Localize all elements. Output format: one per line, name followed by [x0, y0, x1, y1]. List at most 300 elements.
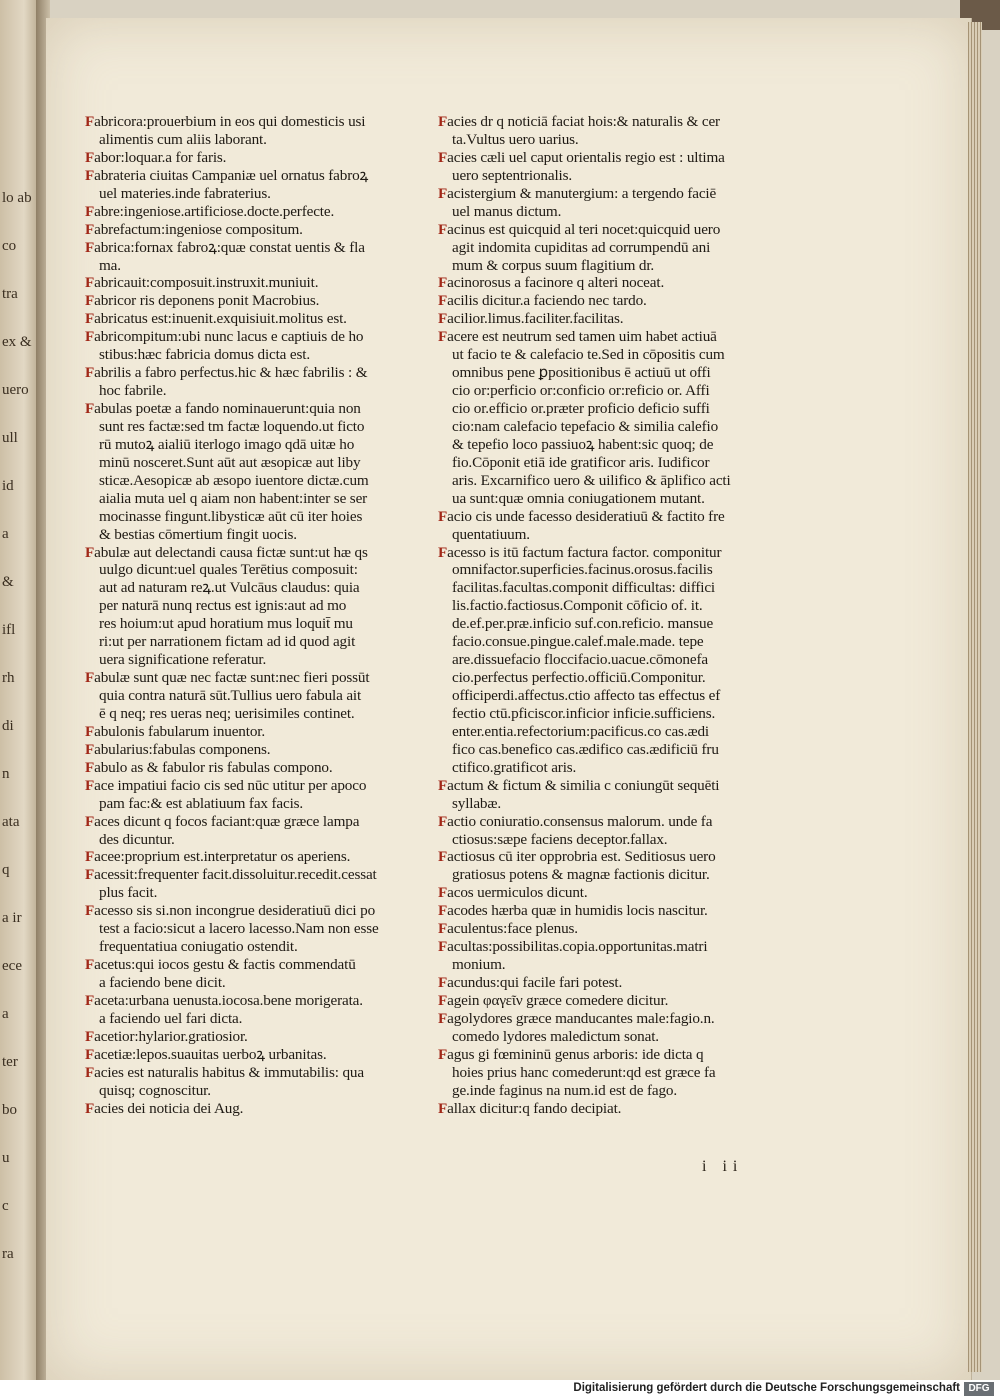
rubricated-initial: F [438, 507, 448, 525]
previous-page-fragment: lo ab [2, 190, 32, 206]
rubricated-initial: F [438, 184, 448, 202]
line-text: acistergium & manutergium: a tergendo faciē [447, 184, 717, 202]
right-column-line [438, 328, 773, 346]
rubricated-initial: F [438, 274, 448, 292]
rubricated-initial: F [85, 310, 95, 328]
right-text-column [438, 113, 773, 1118]
rubricated-initial: F [85, 113, 95, 130]
rubricated-initial: F [85, 669, 95, 687]
line-text: abricompitum:ubi nunc lacus e captiuis de ho [94, 328, 364, 346]
signature-mark: i ii [702, 1158, 744, 1175]
previous-page-fragment: rh [2, 670, 15, 686]
left-column-line [85, 346, 415, 364]
right-column-line [438, 436, 773, 454]
rubricated-initial: F [438, 776, 448, 794]
previous-page-text-fragments [2, 0, 36, 1380]
rubricated-initial: F [85, 1027, 95, 1045]
line-text: per naturā nunq rectus est ignis:aut ad mo [99, 597, 347, 615]
line-text: abricatus est:inuenit.exquisiuit.molitus est. [94, 310, 347, 328]
line-text: uero septentrionalis. [452, 166, 573, 184]
rubricated-initial: F [438, 220, 448, 238]
previous-page-fragment: a ir [2, 910, 22, 926]
line-text: actio coniuratio.consensus malorum. unde fa [447, 812, 713, 830]
previous-page-fragment: n [2, 766, 10, 782]
previous-page-fragment: di [2, 718, 14, 734]
line-text: ua sunt:quæ omnia coniugationem mutant. [452, 489, 705, 507]
line-text: uel manus dictum. [452, 202, 562, 220]
left-column-line [85, 902, 415, 920]
left-column-line [85, 723, 415, 741]
rubricated-initial: F [438, 812, 448, 830]
line-text: acessit:frequenter facit.dissoluitur.recedit.cessat [94, 866, 377, 884]
left-column-line [85, 364, 415, 382]
right-column-line [438, 544, 773, 562]
left-column-line [85, 633, 415, 651]
right-column-line [438, 167, 773, 185]
line-text: ctifico.gratificot aris. [452, 758, 577, 776]
previous-page-fragment: ifl [2, 622, 16, 638]
left-column-line [85, 239, 415, 257]
line-text: cio:nam calefacio tepefacio & similia calefio [452, 417, 719, 435]
line-text: fectio ctū.pficiscor.inficior inficie.sufficiens. [452, 704, 716, 722]
right-column-line [438, 239, 773, 257]
line-text: uel materies.inde fabraterius. [99, 184, 271, 202]
rubricated-initial: F [438, 884, 448, 902]
left-column-line [85, 167, 415, 185]
right-column-line [438, 1010, 773, 1028]
line-text: ctiosus:sæpe faciens deceptor.fallax. [452, 830, 668, 848]
rubricated-initial: F [85, 202, 95, 220]
right-column-line [438, 382, 773, 400]
right-column-line [438, 777, 773, 795]
right-column-line [438, 956, 773, 974]
right-column-line [438, 795, 773, 813]
right-column-line [438, 346, 773, 364]
rubricated-initial: F [438, 938, 448, 956]
left-column-line [85, 113, 415, 131]
funding-credit: Digitalisierung gefördert durch die Deutsche Forschungsgemeinschaft [573, 1382, 960, 1394]
previous-page-fragment: c [2, 1198, 9, 1214]
line-text: abrateria ciuitas Campaniæ uel ornatus fabroꝝ [94, 166, 369, 184]
rubricated-initial: F [438, 920, 448, 938]
right-column-line [438, 687, 773, 705]
line-text: & bestias cōmertium fingit uocis. [99, 525, 297, 543]
line-text: pam fac:& est ablatiuum fax facis. [99, 794, 304, 812]
footer-bar [0, 1380, 1000, 1399]
line-text: actum & fictum & similia c coniungūt sequēti [447, 776, 720, 794]
line-text: abulo as & fabulor ris fabulas compono. [94, 758, 333, 776]
line-text: ge.inde faginus na num.id est de fago. [452, 1081, 678, 1099]
previous-page-fragment: u [2, 1150, 10, 1166]
line-text: mum & corpus suum flagitium dr. [452, 256, 655, 274]
left-column-line [85, 257, 415, 275]
line-text: plus facit. [99, 884, 158, 902]
previous-page-fragment: ter [2, 1054, 18, 1070]
right-column-line [438, 526, 773, 544]
rubricated-initial: F [438, 1045, 448, 1063]
rubricated-initial: F [438, 310, 448, 328]
line-text: test a facio:sicut a lacero lacesso.Nam non esse [99, 920, 379, 938]
right-column-line [438, 813, 773, 831]
left-column-line [85, 669, 415, 687]
right-column-line [438, 723, 773, 741]
left-column-line [85, 328, 415, 346]
right-column-line [438, 508, 773, 526]
line-text: cio or.efficio or.præter proficio deficio suffi [452, 400, 710, 417]
right-column-line [438, 131, 773, 149]
right-column-line [438, 292, 773, 310]
rubricated-initial: F [85, 1045, 95, 1063]
line-text: acies est naturalis habitus & immutabilis: qua [94, 1063, 364, 1081]
rubricated-initial: F [85, 364, 95, 382]
right-column-line [438, 490, 773, 508]
left-column-line [85, 274, 415, 292]
line-text: uera significatione referatur. [99, 651, 267, 669]
line-text: abulæ aut delectandi causa fictæ sunt:ut hæ qs [94, 543, 368, 561]
line-text: acundus:qui facile fari potest. [447, 974, 623, 991]
line-text: omnibus pene ꝑpositionibus ē actiuū ut offi [452, 364, 711, 382]
previous-page-fragment: uero [2, 382, 29, 398]
rubricated-initial: F [85, 148, 95, 166]
line-text: syllabæ. [452, 794, 502, 812]
rubricated-initial: F [85, 220, 95, 238]
line-text: ta.Vultus uero uarius. [452, 130, 579, 148]
left-column-line [85, 974, 415, 992]
rubricated-initial: F [438, 902, 448, 920]
left-column-line [85, 597, 415, 615]
line-text: acinorosus a facinore q alteri noceat. [447, 274, 665, 292]
line-text: abre:ingeniose.artificiose.docte.perfecte. [94, 202, 335, 220]
previous-page-fragment: q [2, 862, 10, 878]
rubricated-initial: F [85, 238, 95, 256]
right-column-line [438, 1100, 773, 1118]
left-column-line [85, 131, 415, 149]
right-column-line [438, 902, 773, 920]
rubricated-initial: F [438, 974, 448, 991]
rubricated-initial: F [438, 113, 448, 130]
left-column-line [85, 526, 415, 544]
right-column-line [438, 1046, 773, 1064]
right-column-line [438, 669, 773, 687]
right-column-line [438, 1064, 773, 1082]
line-text: aialia muta uel q aiam non habent:inter se ser [99, 489, 368, 507]
rubricated-initial: F [438, 848, 448, 866]
line-text: officiperdi.affectus.ctio affecto tas effectus ef [452, 687, 721, 704]
left-column-line [85, 292, 415, 310]
line-text: sticæ.Aesopicæ ab æsopo iuentore dictæ.cum [99, 471, 369, 489]
previous-page-fragment: co [2, 238, 17, 254]
right-column-line [438, 274, 773, 292]
line-text: abricor ris deponens ponit Macrobius. [94, 292, 320, 310]
previous-page-fragment: tra [2, 286, 18, 302]
left-column-line [85, 1082, 415, 1100]
left-column-line [85, 544, 415, 562]
rubricated-initial: F [85, 1063, 95, 1081]
line-text: hoc fabrile. [99, 382, 167, 400]
line-text: abricora:prouerbium in eos qui domesticis usi [94, 113, 366, 130]
previous-page-fragment: ex & [2, 334, 32, 350]
left-column-line [85, 938, 415, 956]
line-text: abulas poetæ a fando nominauerunt:quia non [94, 400, 361, 417]
line-text: minū nosceret.Sunt aūt aut æsopicæ aut liby [99, 453, 361, 471]
line-text: abulæ sunt quæ nec factæ sunt:nec fieri possūt [94, 669, 370, 687]
left-column-line [85, 813, 415, 831]
right-column-line [438, 597, 773, 615]
line-text: are.dissuefacio floccifacio.uacue.cōmonefa [452, 651, 708, 669]
right-column-line [438, 705, 773, 723]
line-text: acere est neutrum sed tamen uim habet actiuā [447, 328, 717, 346]
left-column-line [85, 579, 415, 597]
previous-page-fragment: bo [2, 1102, 17, 1118]
left-column-line [85, 490, 415, 508]
rubricated-initial: F [85, 166, 95, 184]
left-column-line [85, 884, 415, 902]
previous-page-fragment: a [2, 526, 9, 542]
line-text: uulgo dicunt:uel quales Terētius composuit: [99, 561, 358, 579]
rubricated-initial: F [85, 812, 95, 830]
right-column-line [438, 633, 773, 651]
line-text: cio or:perficio or:conficio or:reficio or. Affi [452, 382, 710, 400]
right-column-line [438, 149, 773, 167]
previous-page-fragment: ra [2, 1246, 14, 1262]
rubricated-initial: F [438, 1099, 448, 1117]
line-text: aceta:urbana uenusta.iocosa.bene morigerata. [94, 991, 363, 1009]
line-text: aris. Excarnifico uero & uilifico & āplifico acti [452, 471, 731, 489]
line-text: a faciendo bene dicit. [99, 974, 226, 991]
line-text: acesso sis si.non incongrue desideratiuū dici po [94, 902, 376, 920]
left-column-line [85, 795, 415, 813]
line-text: fio.Cōponit etiā ide gratificor aris. Iudificor [452, 453, 710, 471]
right-column-line [438, 920, 773, 938]
line-text: abor:loquar.a for faris. [94, 148, 227, 166]
rubricated-initial: F [85, 328, 95, 346]
line-text: facio.consue.pingue.calef.male.made. tepe [452, 633, 704, 651]
line-text: monium. [452, 956, 506, 974]
rubricated-initial: F [438, 991, 448, 1009]
right-column-line [438, 831, 773, 849]
line-text: facilitas.facultas.componit difficultas: diffici [452, 579, 716, 597]
rubricated-initial: F [85, 400, 95, 417]
rubricated-initial: F [85, 991, 95, 1009]
line-text: acetiæ:lepos.suauitas uerboꝝ urbanitas. [94, 1045, 327, 1063]
line-text: acilior.limus.faciliter.facilitas. [447, 310, 624, 328]
line-text: acos uermiculos dicunt. [447, 884, 588, 902]
line-text: acultas:possibilitas.copia.opportunitas.matri [447, 938, 708, 956]
previous-page-fragment: ull [2, 430, 18, 446]
line-text: aces dicunt q focos faciant:quæ græce lampa [94, 812, 360, 830]
line-text: aculentus:face plenus. [447, 920, 578, 938]
rubricated-initial: F [438, 148, 448, 166]
left-column-line [85, 436, 415, 454]
line-text: ri:ut per narrationem fictam ad id quod agit [99, 633, 356, 651]
line-text: aut ad naturam reꝝ.ut Vulcāus claudus: quia [99, 579, 360, 597]
left-column-line [85, 203, 415, 221]
left-column-line [85, 1010, 415, 1028]
right-column-line [438, 615, 773, 633]
left-column-line [85, 777, 415, 795]
rubricated-initial: F [438, 543, 448, 561]
left-column-line [85, 831, 415, 849]
line-text: acee:proprium est.interpretatur os aperiens. [94, 848, 351, 866]
right-column-line [438, 400, 773, 418]
right-column-line [438, 185, 773, 203]
previous-page-fragment: ece [2, 958, 22, 974]
rubricated-initial: F [85, 292, 95, 310]
line-text: quisq; cognoscitur. [99, 1081, 211, 1099]
line-text: agus gi fœmininū genus arboris: ide dicta q [447, 1045, 704, 1063]
right-column-line [438, 974, 773, 992]
right-column-line [438, 866, 773, 884]
right-column-line [438, 221, 773, 239]
line-text: cio.perfectus perfectio.officiū.Componitur. [452, 669, 706, 687]
left-column-line [85, 759, 415, 777]
line-text: enter.entia.refectorium:pacificus.co cas.ædi [452, 722, 709, 740]
dfg-logo: DFG [964, 1382, 994, 1396]
right-column-line [438, 310, 773, 328]
line-text: sunt res factæ:sed tm factæ loquendo.ut ficto [99, 417, 365, 435]
left-column-line [85, 848, 415, 866]
line-text: comedo lydores maledictum sonat. [452, 1027, 659, 1045]
line-text: acies dr q noticiā faciat hois:& naturalis & cer [447, 113, 720, 130]
right-column-line [438, 418, 773, 436]
left-column-line [85, 687, 415, 705]
line-text: alimentis cum aliis laborant. [99, 130, 267, 148]
line-text: ace impatiui facio cis sed nūc utitur per apoco [94, 776, 367, 794]
line-text: & tepefio loco passiuoꝝ habent:sic quoq; de [452, 435, 714, 453]
line-text: acesso is itū factum factura factor. componitur [447, 543, 722, 561]
line-text: abulonis fabularum inuentor. [94, 722, 265, 740]
line-text: acetior:hylarior.gratiosior. [94, 1027, 248, 1045]
left-column-line [85, 418, 415, 436]
previous-page-fragment: & [2, 574, 14, 590]
left-column-line [85, 1100, 415, 1118]
left-column-line [85, 741, 415, 759]
line-text: hoies prius hanc comederunt:qd est græce fa [452, 1063, 716, 1081]
line-text: ma. [99, 256, 121, 274]
line-text: mocinasse fingunt.libysticæ aūt cū iter hoies [99, 507, 363, 525]
left-column-line [85, 382, 415, 400]
right-column-line [438, 113, 773, 131]
line-text: des dicuntur. [99, 830, 175, 848]
line-text: agit indomita cupiditas ad corrumpendū ani [452, 238, 711, 256]
line-text: omnifactor.superficies.facinus.orosus.facilis [452, 561, 713, 579]
line-text: ē q neq; res ueras neq; uerisimiles continet. [99, 704, 355, 722]
line-text: acies cæli uel caput orientalis regio est : ultima [447, 148, 725, 166]
right-column-line [438, 1028, 773, 1046]
line-text: quia contra naturā sūt.Tullius uero fabula ait [99, 687, 362, 704]
rubricated-initial: F [85, 274, 95, 292]
line-text: acies dei noticia dei Aug. [94, 1099, 244, 1117]
right-column-line [438, 938, 773, 956]
rubricated-initial: F [85, 740, 95, 758]
line-text: acodes hærba quæ in humidis locis nascitur. [447, 902, 708, 920]
line-text: gratiosus potens & magnæ factionis dicitur. [452, 866, 710, 884]
left-column-line [85, 454, 415, 472]
rubricated-initial: F [85, 543, 95, 561]
left-column-line [85, 1046, 415, 1064]
line-text: de.ef.per.præ.inficio suf.con.reficio. mansue [452, 615, 714, 633]
left-column-line [85, 705, 415, 723]
line-text: abricauit:composuit.instruxit.muniuit. [94, 274, 319, 292]
line-text: acio cis unde facesso desideratiuū & factito fre [447, 507, 725, 525]
rubricated-initial: F [438, 328, 448, 346]
previous-page-fragment: id [2, 478, 14, 494]
rubricated-initial: F [85, 902, 95, 920]
right-column-line [438, 203, 773, 221]
right-column-line [438, 992, 773, 1010]
left-column-line [85, 1028, 415, 1046]
rubricated-initial: F [85, 1099, 95, 1117]
rubricated-initial: F [85, 776, 95, 794]
left-column-line [85, 992, 415, 1010]
line-text: lis.factio.factiosus.Componit cōficio of. it. [452, 597, 703, 615]
left-column-line [85, 920, 415, 938]
page-stack-edge [968, 22, 982, 1372]
left-column-line [85, 651, 415, 669]
line-text: ut facio te & calefacio te.Sed in cōpositis cum [452, 346, 725, 364]
previous-page-fragment: a [2, 1006, 9, 1022]
left-column-line [85, 956, 415, 974]
line-text: allax dicitur:q fando decipiat. [447, 1099, 622, 1117]
line-text: res hoium:ut apud horatium mus loquit̄ mu [99, 615, 353, 633]
line-text: abrefactum:ingeniose compositum. [94, 220, 303, 238]
line-text: fico cas.benefico cas.ædifico cas.ædificiū fru [452, 740, 719, 758]
line-text: acinus est quicquid al teri nocet:quicquid uero [447, 220, 721, 238]
right-column-line [438, 579, 773, 597]
left-column-line [85, 615, 415, 633]
line-text: actiosus cū iter opprobria est. Seditiosus uero [447, 848, 716, 866]
rubricated-initial: F [438, 1009, 448, 1027]
left-column-line [85, 185, 415, 203]
right-column-line [438, 759, 773, 777]
line-text: acetus:qui iocos gestu & factis commendatū [94, 956, 356, 974]
right-column-line [438, 561, 773, 579]
left-column-line [85, 149, 415, 167]
line-text: stibus:hæc fabricia domus dicta est. [99, 346, 310, 364]
left-column-line [85, 400, 415, 418]
right-column-line [438, 848, 773, 866]
rubricated-initial: F [85, 866, 95, 884]
right-column-line [438, 741, 773, 759]
line-text: abrilis a fabro perfectus.hic & hæc fabrilis : & [94, 364, 368, 382]
right-column-line [438, 651, 773, 669]
previous-page-edge [0, 0, 40, 1380]
left-column-line [85, 472, 415, 490]
left-column-line [85, 561, 415, 579]
right-column-line [438, 257, 773, 275]
right-column-line [438, 884, 773, 902]
left-column-line [85, 221, 415, 239]
line-text: acilis dicitur.a faciendo nec tardo. [447, 292, 647, 310]
previous-page-fragment: ata [2, 814, 20, 830]
right-column-line [438, 364, 773, 382]
rubricated-initial: F [85, 848, 95, 866]
left-column-line [85, 866, 415, 884]
line-text: quentatiuum. [452, 525, 530, 543]
line-text: rū mutoꝝ aialiū iterlogo imago qdā uitæ ho [99, 435, 355, 453]
line-text: abrica:fornax fabroꝝ:quæ constat uentis & fla [94, 238, 365, 256]
line-text: a faciendo uel fari dicta. [99, 1009, 243, 1027]
left-text-column [85, 113, 415, 1118]
line-text: agolydores græce manducantes male:fagio.n. [447, 1009, 715, 1027]
rubricated-initial: F [85, 758, 95, 776]
left-column-line [85, 310, 415, 328]
rubricated-initial: F [85, 956, 95, 974]
line-text: agein φαγεῖν græce comedere dicitur. [447, 991, 669, 1009]
line-text: abularius:fabulas componens. [94, 740, 271, 758]
left-column-line [85, 508, 415, 526]
left-column-line [85, 1064, 415, 1082]
